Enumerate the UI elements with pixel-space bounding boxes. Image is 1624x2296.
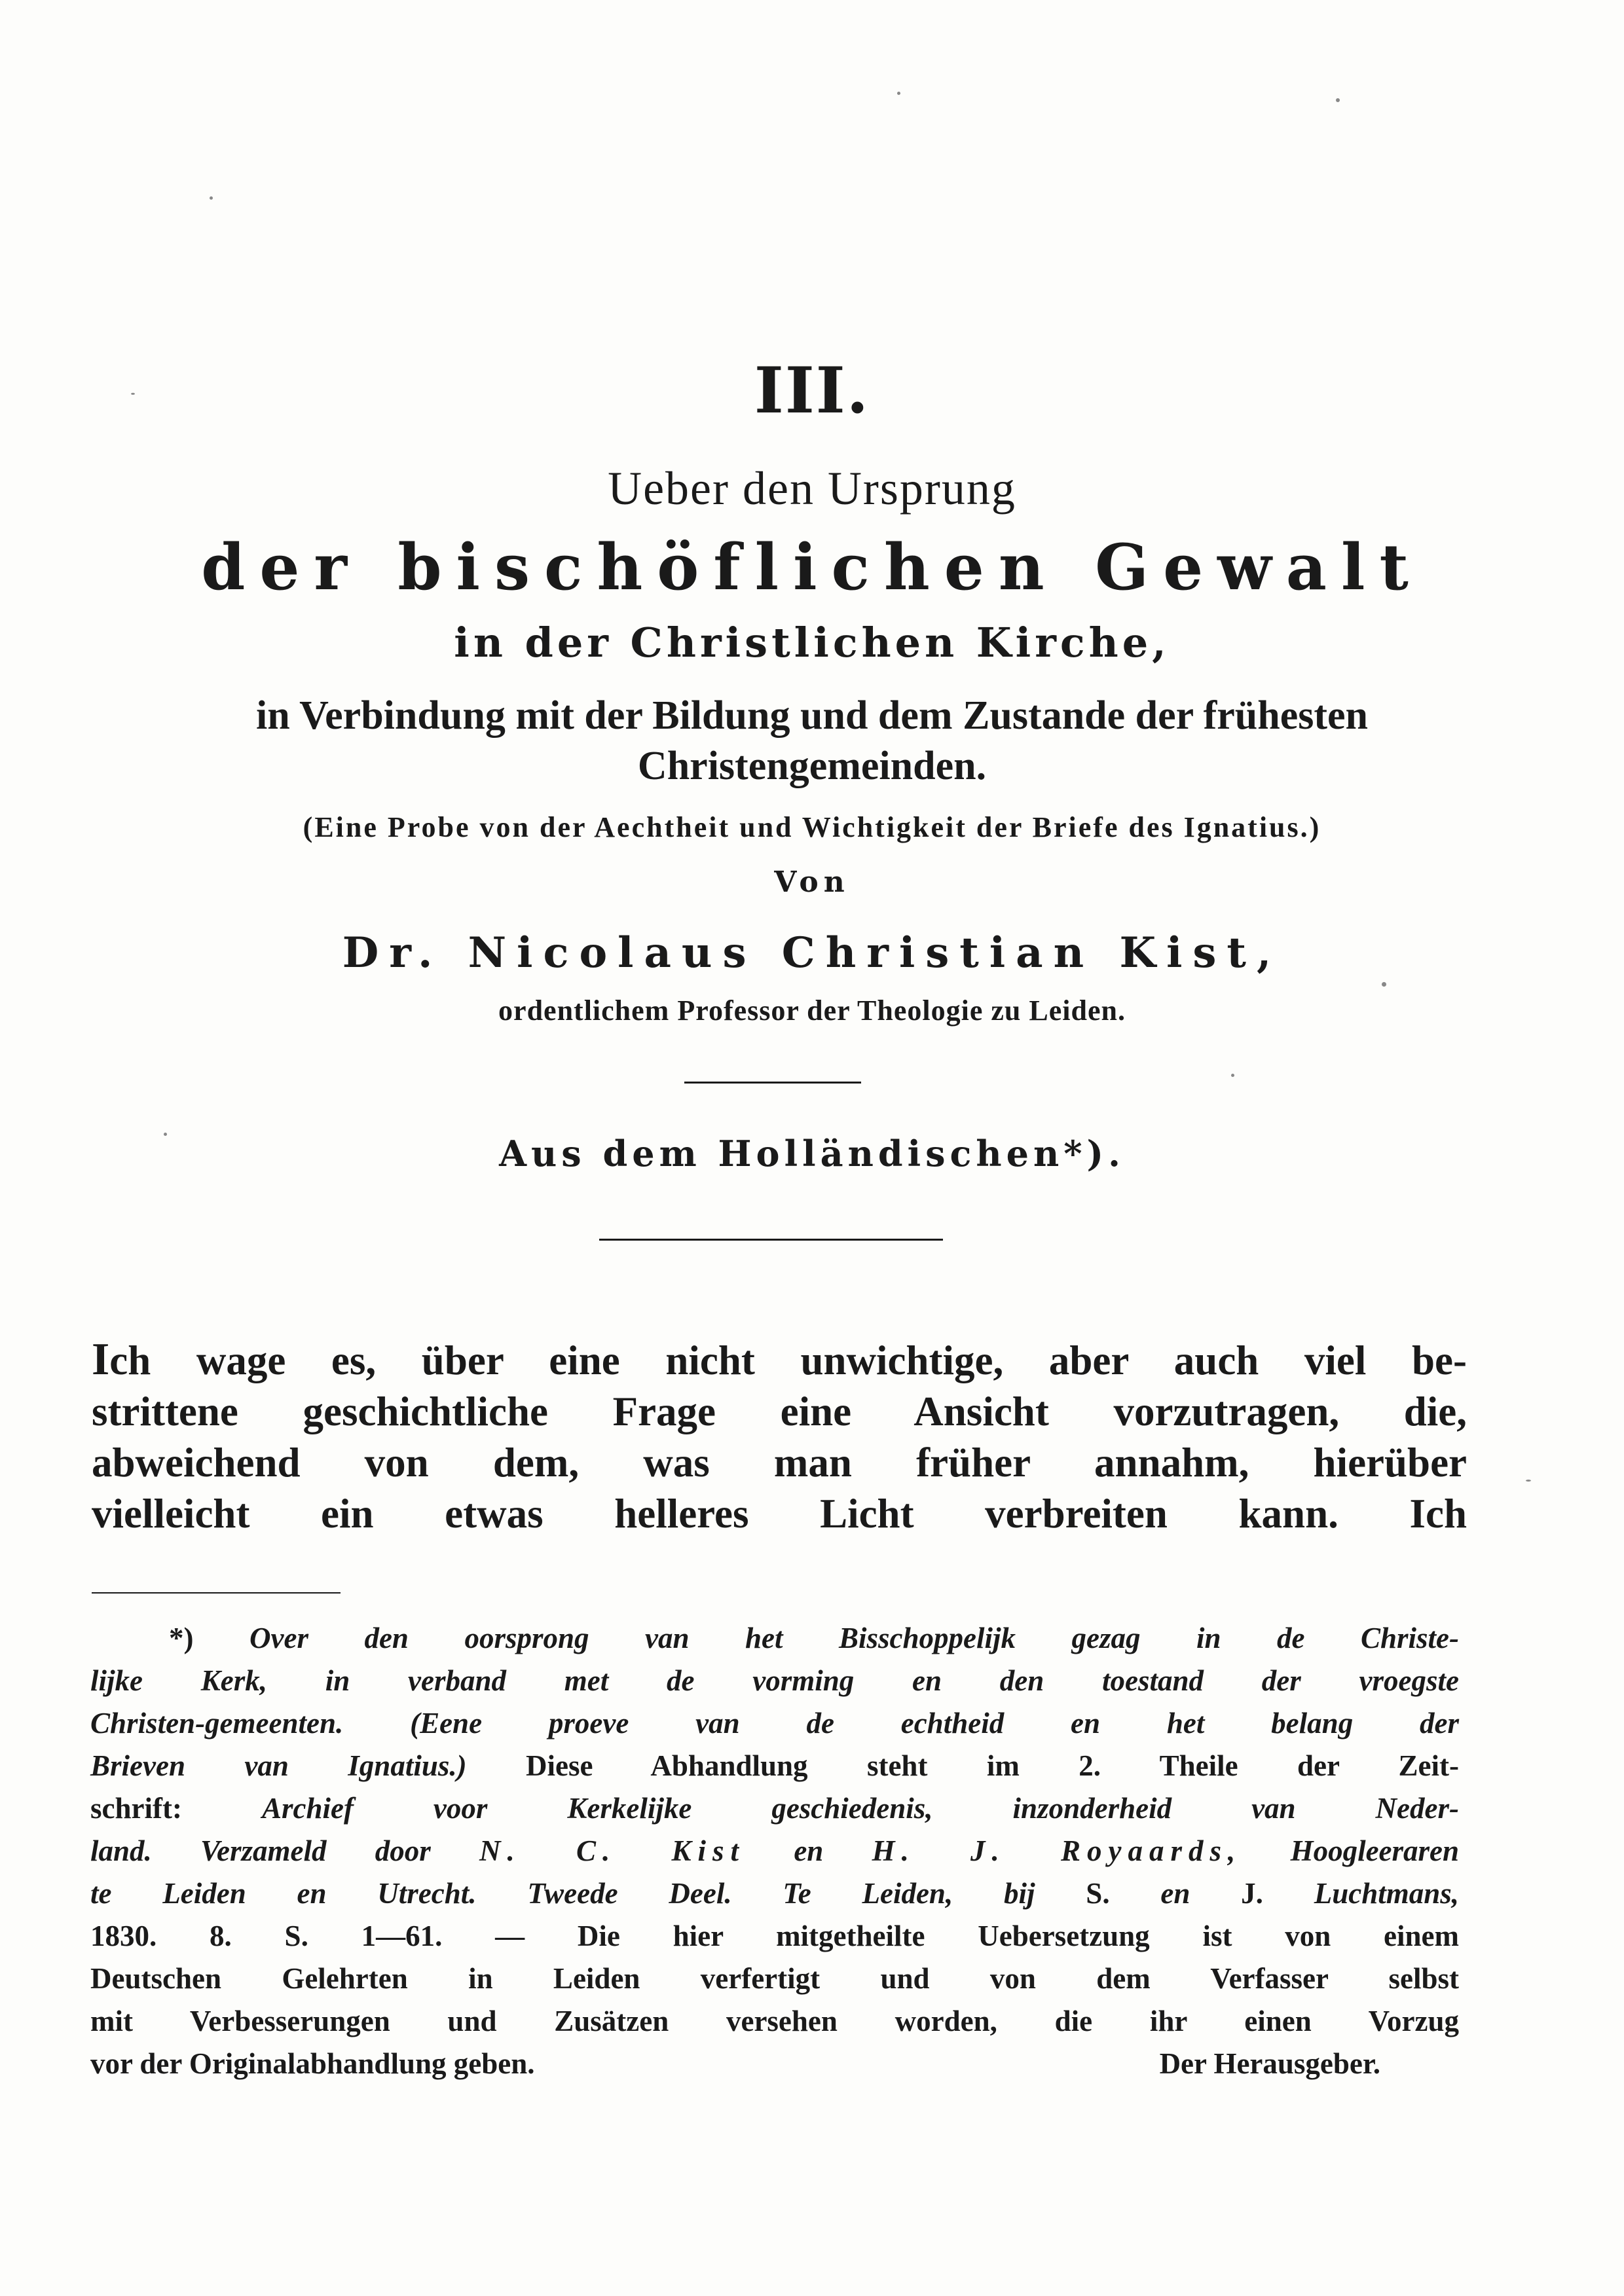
footnote-text: vor der Originalabhandlung geben. [90,2047,535,2080]
footnote-line [90,1872,1459,1915]
title-line-1: Ueber den Ursprung [608,462,1016,515]
footnote-text: Hoogleeraren [1290,1834,1460,1867]
scan-speck [1526,1480,1531,1482]
body-line-text: ch wage es, über eine nicht unwichtige, aber auch viel be- [109,1338,1467,1383]
footnote-text: S. [1086,1877,1110,1910]
chapter-number: III. [754,354,870,428]
footnote-text: schrift: [90,1792,182,1825]
footnote-line: lijke Kerk, in verband met de vorming en den toestand der vroegste [90,1664,1459,1697]
footnote-text: Over den oorsprong van het Bisschoppelijk gezag in de Christe- [249,1622,1460,1654]
title-line-4: in Verbindung mit der Bildung und dem Zustande der frühesten [255,693,1368,738]
footnote-text: Archief voor Kerkelijke geschiedenis, inzonderheid van Neder- [261,1792,1459,1825]
divider-rule [684,1082,861,1084]
scan-speck [1336,98,1340,102]
body-line: strittene geschichtliche Frage eine Ansicht vorzutragen, die, [92,1389,1467,1434]
scan-speck [1382,982,1386,987]
footnote [90,1617,1459,2085]
footnote-rule [92,1592,341,1594]
footnote-author: N. C. Kist [479,1834,746,1867]
subtitle: (Eine Probe von der Aechtheit und Wichtigkeit der Briefe des Ignatius.) [303,811,1321,843]
footnote-line [90,1787,1459,1830]
footnote-line: Deutschen Gelehrten in Leiden verfertigt und von dem Verfasser selbst [90,1962,1459,1995]
footnote-text: Luchtmans, [1314,1877,1460,1910]
scan-speck [1231,1074,1234,1077]
title-line-3: in der Christlichen Kirche, [454,619,1170,666]
footnote-text: Brieven van Ignatius.) [90,1749,467,1782]
footnote-line: Christen-gemeenten. (Eene proeve van de echtheid en het belang der [90,1707,1459,1740]
title-line-5: Christengemeinden. [637,744,987,788]
footnote-signature: Der Herausgeber. [1159,2047,1380,2080]
footnote-author: H. J. Royaards, [872,1834,1242,1867]
body-paragraph [92,1334,1467,1539]
title-line-2: der bischöflichen Gewalt [201,530,1423,604]
footnote-line [90,2043,1459,2085]
footnote-text: en [794,1834,824,1867]
body-line [92,1334,1467,1386]
scan-speck [210,196,213,200]
divider-rule [599,1239,943,1241]
scan-speck [897,92,900,95]
scan-speck [164,1133,167,1136]
footnote-line: mit Verbesserungen und Zusätzen versehen worden, die ihr einen Vorzug [90,2005,1459,2037]
footnote-line [90,1830,1459,1872]
footnote-line: 1830. 8. S. 1—61. — Die hier mitgetheilte Uebersetzung ist von einem [90,1920,1459,1952]
byline-von: Von [774,866,850,899]
author-affiliation: ordentlichem Professor der Theologie zu Leiden. [498,994,1126,1027]
drop-cap: I [92,1334,110,1385]
scan-speck [131,393,135,395]
body-line: abweichend von dem, was man früher annahm, hierüber [92,1440,1467,1485]
footnote-marker: *) [169,1622,194,1654]
footnote-line [90,1745,1459,1787]
footnote-text: Diese Abhandlung steht im 2. Theile der Zeit- [526,1749,1459,1782]
footnote-text: en [1160,1877,1190,1910]
translation-note: Aus dem Holländischen*). [499,1133,1125,1175]
footnote-text: land. Verzameld door [90,1834,431,1867]
footnote-line [90,1617,1459,1660]
body-line: vielleicht ein etwas helleres Licht verbreiten kann. Ich [92,1491,1467,1537]
footnote-text: te Leiden en Utrecht. Tweede Deel. Te Leiden, bij [90,1877,1035,1910]
author-name: Dr. Nicolaus Christian Kist, [342,928,1282,977]
footnote-text: J. [1241,1877,1263,1910]
